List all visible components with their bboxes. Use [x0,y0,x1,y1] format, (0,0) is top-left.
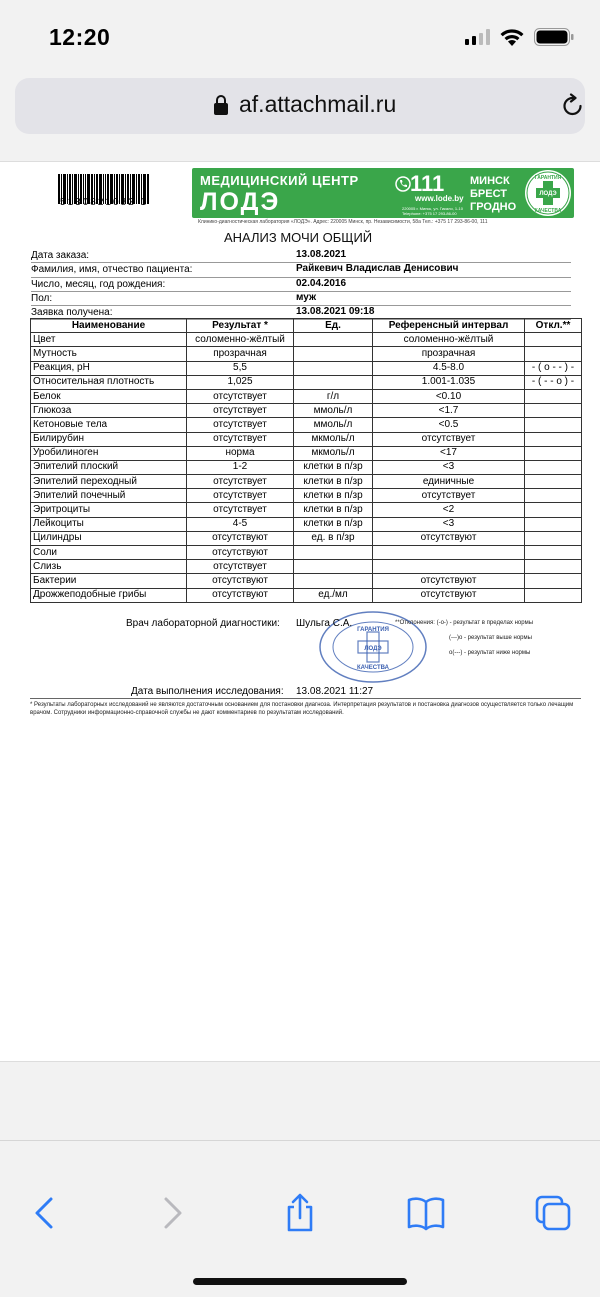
cell-reference: отсутствует [373,489,525,503]
battery-icon [534,28,574,46]
cell-name: Цилиндры [31,531,187,545]
logo-number: 111 [410,171,445,196]
col-header-deviation: Откл.** [525,319,582,333]
quality-seal-icon [524,169,572,217]
info-label: Дата заказа: [31,250,90,261]
cell-result: отсутствует [187,404,294,418]
cell-deviation: - ( - - о ) - [525,375,582,389]
back-icon[interactable] [24,1193,64,1233]
table-row [31,517,582,531]
cellular-signal-icon [465,29,491,45]
cell-result: отсутствуют [187,588,294,602]
browser-toolbar [0,1140,600,1297]
tabs-icon[interactable] [533,1193,573,1233]
cell-deviation [525,418,582,432]
cell-reference: отсутствуют [373,531,525,545]
cell-deviation [525,560,582,574]
cell-name: Мутность [31,347,187,361]
cell-reference: <2 [373,503,525,517]
cell-name: Дрожжеподобные грибы [31,588,187,602]
info-row [31,263,571,277]
table-row [31,531,582,545]
cell-result: отсутствуют [187,546,294,560]
cell-unit: клетки в п/зр [294,489,373,503]
table-row [31,475,582,489]
table-row [31,432,582,446]
cell-reference: <0.10 [373,389,525,403]
info-row [31,278,571,292]
forward-icon[interactable] [153,1193,193,1233]
cell-name: Эритроциты [31,503,187,517]
cell-deviation [525,489,582,503]
footnote: * Результаты лабораторных исследований не являются достаточным основанием для постановки диагноза. Интерпретация результатов и постановка диагнозов осуществляется только лечащим врачом. Сотрудники информационно-справочной службы не дают комментариев по результатам исследований. [30,702,574,716]
table-row [31,546,582,560]
legend-line: (---)о - результат выше нормы [449,635,532,641]
cell-result: отсутствует [187,475,294,489]
cell-reference: <0.5 [373,418,525,432]
cell-reference: <3 [373,517,525,531]
cell-deviation [525,333,582,347]
cell-name: Уробилиноген [31,446,187,460]
table-row [31,361,582,375]
seal-text-bottom: КАЧЕСТВА [534,208,562,214]
info-row [31,249,571,263]
cell-name: Соли [31,546,187,560]
info-row [31,292,571,306]
completion-date-label: Дата выполнения исследования: [131,686,284,697]
share-icon[interactable] [280,1193,320,1233]
cell-deviation [525,574,582,588]
cell-unit: ед./мл [294,588,373,602]
cell-name: Лейкоциты [31,517,187,531]
cell-result: отсутствуют [187,574,294,588]
table-row [31,333,582,347]
patient-info [31,249,571,320]
cell-name: Белок [31,389,187,403]
cell-deviation [525,531,582,545]
cell-deviation [525,546,582,560]
cell-result: норма [187,446,294,460]
legend-line: **Отклонения: (-о-) - результат в пределах нормы [395,620,534,626]
info-label: Число, месяц, год рождения: [31,278,166,290]
cell-name: Эпителий переходный [31,475,187,489]
logo-address: 220005 г. Минск, ул. Гикало, 1-10 Telephone: +375 17 293-86-00 [402,206,463,216]
cell-name: Слизь [31,560,187,574]
cell-name: Эпителий почечный [31,489,187,503]
cell-unit [294,546,373,560]
table-row [31,588,582,602]
table-header-row [31,319,582,333]
reload-icon[interactable] [560,93,586,119]
divider [30,698,581,699]
info-value: Райкевич Владислав Денисович [296,263,459,275]
status-bar [0,0,600,72]
cell-unit: ммоль/л [294,404,373,418]
cell-reference [373,560,525,574]
cell-deviation [525,432,582,446]
cell-result: прозрачная [187,347,294,361]
cell-unit: мкмоль/л [294,446,373,460]
logo-cities [470,175,516,214]
table-row [31,389,582,403]
col-header-unit: Ед. [294,319,373,333]
cell-result: отсутствует [187,418,294,432]
cell-result: отсутствуют [187,531,294,545]
cell-result: отсутствует [187,489,294,503]
cell-name: Эпителий плоский [31,460,187,474]
cell-name: Билирубин [31,432,187,446]
city-brest: БРЕСТ [470,188,507,200]
barcode-number: 5130821082 1 [60,197,148,208]
info-label: Фамилия, имя, отчество пациента: [31,264,193,276]
cell-reference: <1.7 [373,404,525,418]
table-row [31,503,582,517]
table-row [31,404,582,418]
cell-reference: 4.5-8.0 [373,361,525,375]
cell-name: Бактерии [31,574,187,588]
cell-result: отсутствует [187,503,294,517]
cell-deviation [525,404,582,418]
cell-reference: отсутствует [373,432,525,446]
seal-text-top: ГАРАНТИЯ [534,175,562,181]
cell-deviation [525,389,582,403]
stamp-text-top: ГАРАНТИЯ [357,627,389,633]
cell-reference: соломенно-жёлтый [373,333,525,347]
cell-deviation [525,517,582,531]
cell-reference: <17 [373,446,525,460]
table-row [31,574,582,588]
table-row [31,489,582,503]
table-row [31,560,582,574]
bookmarks-icon[interactable] [406,1193,446,1233]
cell-deviation [525,503,582,517]
lock-icon [213,94,229,116]
table-row [31,460,582,474]
cell-deviation: - ( о - - ) - [525,361,582,375]
address-bar[interactable] [15,78,585,134]
cell-reference [373,546,525,560]
cell-name: Реакция, pH [31,361,187,375]
doctor-label: Врач лабораторной диагностики: [126,618,280,629]
cell-deviation [525,460,582,474]
deviation-legend [395,616,533,661]
info-value: 02.04.2016 [296,277,347,289]
col-header-name: Наименование [31,319,187,333]
table-row [31,418,582,432]
cell-unit: ед. в п/зр [294,531,373,545]
info-value: 13.08.2021 09:18 [296,306,375,318]
completion-date-value: 13.08.2021 11:27 [296,686,374,697]
cell-result: 1,025 [187,375,294,389]
info-label: Заявка получена: [31,307,113,319]
cell-unit: клетки в п/зр [294,475,373,489]
cell-unit [294,560,373,574]
cell-reference: единичные [373,475,525,489]
col-header-result: Результат * [187,319,294,333]
cell-name: Относительная плотность [31,375,187,389]
cell-result: отсутствует [187,560,294,574]
page-title: АНАЛИЗ МОЧИ ОБЩИЙ [224,230,373,245]
cell-unit [294,375,373,389]
wifi-icon [499,27,525,47]
url-text[interactable]: af.attachmail.ru [239,91,397,117]
cell-unit [294,361,373,375]
clinic-address-line: Клинико-диагностическая лаборатория «ЛОДЭ». Адрес: 220005 Минск, пр. Независимости, 58а Тел.: +375 17 293-86-00, 111 [198,219,488,225]
info-value: муж [296,291,317,303]
city-grodno: ГРОДНО [470,201,517,213]
cell-unit: клетки в п/зр [294,517,373,531]
cell-unit [294,574,373,588]
cell-deviation [525,347,582,361]
cell-unit: г/л [294,389,373,403]
cell-result: 4-5 [187,517,294,531]
cell-name: Цвет [31,333,187,347]
cell-deviation [525,446,582,460]
results-table [30,318,582,603]
city-minsk: МИНСК [470,175,510,187]
cell-deviation [525,475,582,489]
cell-unit [294,333,373,347]
cell-name: Глюкоза [31,404,187,418]
cell-unit: клетки в п/зр [294,503,373,517]
cell-result: отсутствует [187,389,294,403]
cell-unit: клетки в п/зр [294,460,373,474]
logo-line2: ЛОДЭ [200,188,281,216]
table-row [31,347,582,361]
legend-line: о(---) - результат ниже нормы [449,650,531,656]
stamp-text-bottom: КАЧЕСТВА [357,665,389,671]
info-label: Пол: [31,292,53,304]
info-value: 13.08.2021 [296,249,347,260]
cell-reference: <3 [373,460,525,474]
clinic-logo [192,168,574,218]
cell-reference: прозрачная [373,347,525,361]
cell-unit [294,347,373,361]
stamp-text-mid: ЛОДЭ [364,646,382,652]
table-row [31,446,582,460]
seal-text-mid: ЛОДЭ [539,191,557,197]
document-page [0,161,600,1062]
cell-result: отсутствует [187,432,294,446]
cell-name: Кетоновые тела [31,418,187,432]
doctor-name: Шульга С.А. [296,618,353,629]
cell-unit: ммоль/л [294,418,373,432]
phone-icon [395,176,411,192]
cell-deviation [525,588,582,602]
cell-result: 1-2 [187,460,294,474]
status-time: 12:20 [49,24,111,50]
cell-result: соломенно-жёлтый [187,333,294,347]
cell-result: 5,5 [187,361,294,375]
cell-reference: 1.001-1.035 [373,375,525,389]
cell-reference: отсутствуют [373,588,525,602]
logo-line1: МЕДИЦИНСКИЙ ЦЕНТР [200,173,359,188]
cell-reference: отсутствуют [373,574,525,588]
logo-site: www.lode.by [415,194,464,203]
table-row [31,375,582,389]
cell-unit: мкмоль/л [294,432,373,446]
home-indicator [193,1278,407,1285]
col-header-reference: Референсный интервал [373,319,525,333]
